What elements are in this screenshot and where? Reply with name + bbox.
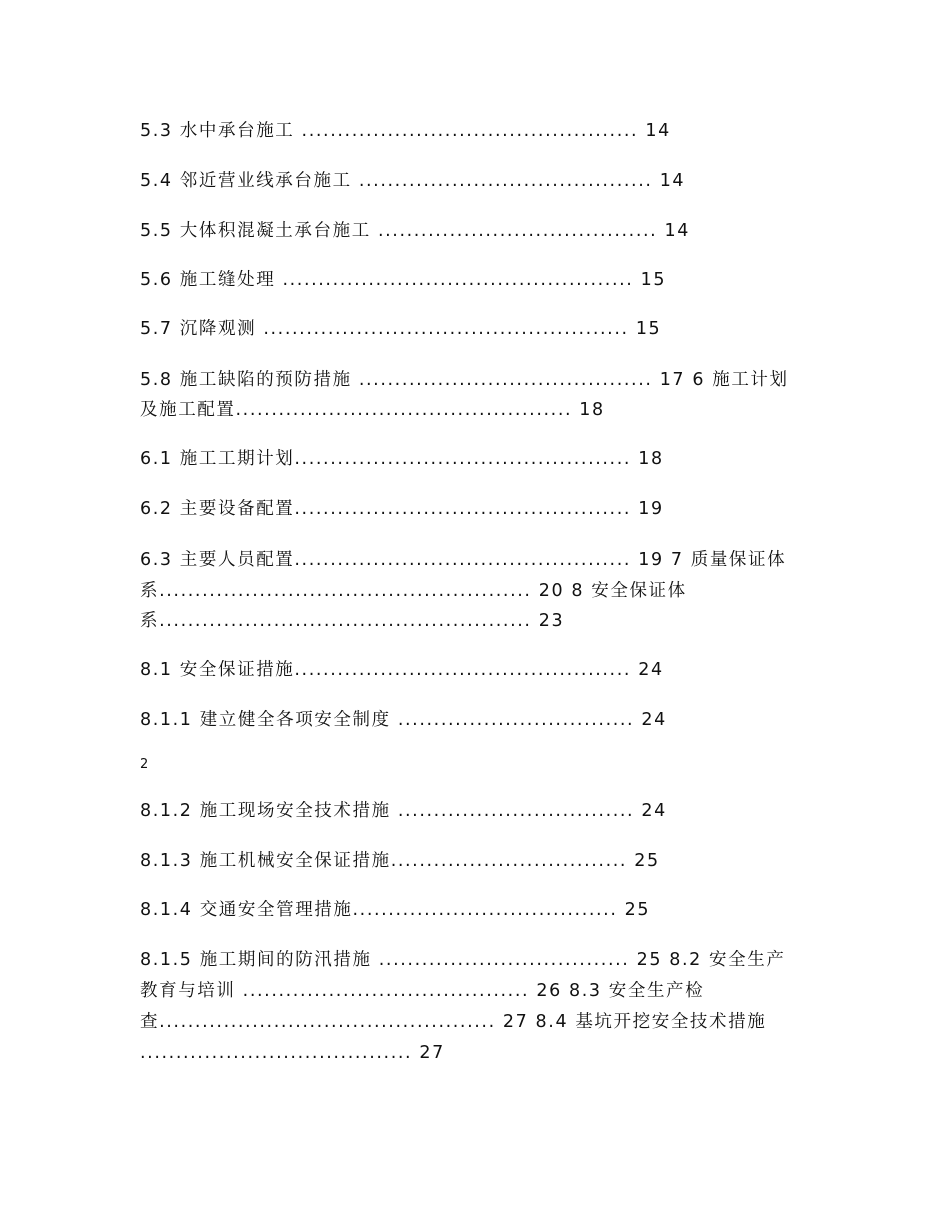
toc-entry-5-8[interactable]: 5.8 施工缺陷的预防措施 ......................................... 17 6 施工计划 <box>140 370 789 390</box>
toc-entry-8-2-cont[interactable]: 教育与培训 ........................................ 26 8.3 安全生产检 <box>140 981 705 1001</box>
toc-entry-8-1-2[interactable]: 8.1.2 施工现场安全技术措施 ................................. 24 <box>140 801 667 821</box>
toc-entry-6-1[interactable]: 6.1 施工工期计划............................................... 18 <box>140 449 664 469</box>
toc-entry-8-1-5[interactable]: 8.1.5 施工期间的防汛措施 ................................... 25 8.2 安全生产 <box>140 950 786 970</box>
toc-entry-6-3[interactable]: 6.3 主要人员配置............................................... 19 7 质量保证体 <box>140 550 787 570</box>
toc-entry-8-1-3[interactable]: 8.1.3 施工机械安全保证措施................................. 25 <box>140 851 660 871</box>
toc-entry-8-1-4[interactable]: 8.1.4 交通安全管理措施..................................... 25 <box>140 900 651 920</box>
toc-entry-8-3-cont[interactable]: 查............................................... 27 8.4 基坑开挖安全技术措施 <box>140 1012 767 1032</box>
toc-entry-8-cont[interactable]: 系.................................................... 23 <box>140 611 565 631</box>
page-number: 2 <box>140 757 149 772</box>
toc-entry-8-4-cont[interactable]: ...................................... 27 <box>140 1043 445 1063</box>
toc-entry-8-1-1[interactable]: 8.1.1 建立健全各项安全制度 ................................. 24 <box>140 710 667 730</box>
toc-entry-7-cont[interactable]: 系.................................................... 20 8 安全保证体 <box>140 581 687 601</box>
toc-entry-5-6[interactable]: 5.6 施工缝处理 ................................................. 15 <box>140 270 667 290</box>
toc-entry-8-1[interactable]: 8.1 安全保证措施............................................... 24 <box>140 660 664 680</box>
toc-entry-6-cont[interactable]: 及施工配置............................................... 18 <box>140 400 605 420</box>
toc-entry-5-3[interactable]: 5.3 水中承台施工 ............................................... 14 <box>140 121 671 141</box>
toc-entry-6-2[interactable]: 6.2 主要设备配置............................................... 19 <box>140 499 664 519</box>
toc-entry-5-7[interactable]: 5.7 沉降观测 ................................................... 15 <box>140 319 662 339</box>
toc-entry-5-4[interactable]: 5.4 邻近营业线承台施工 ......................................... 14 <box>140 171 686 191</box>
toc-entry-5-5[interactable]: 5.5 大体积混凝土承台施工 ....................................... 14 <box>140 221 690 241</box>
